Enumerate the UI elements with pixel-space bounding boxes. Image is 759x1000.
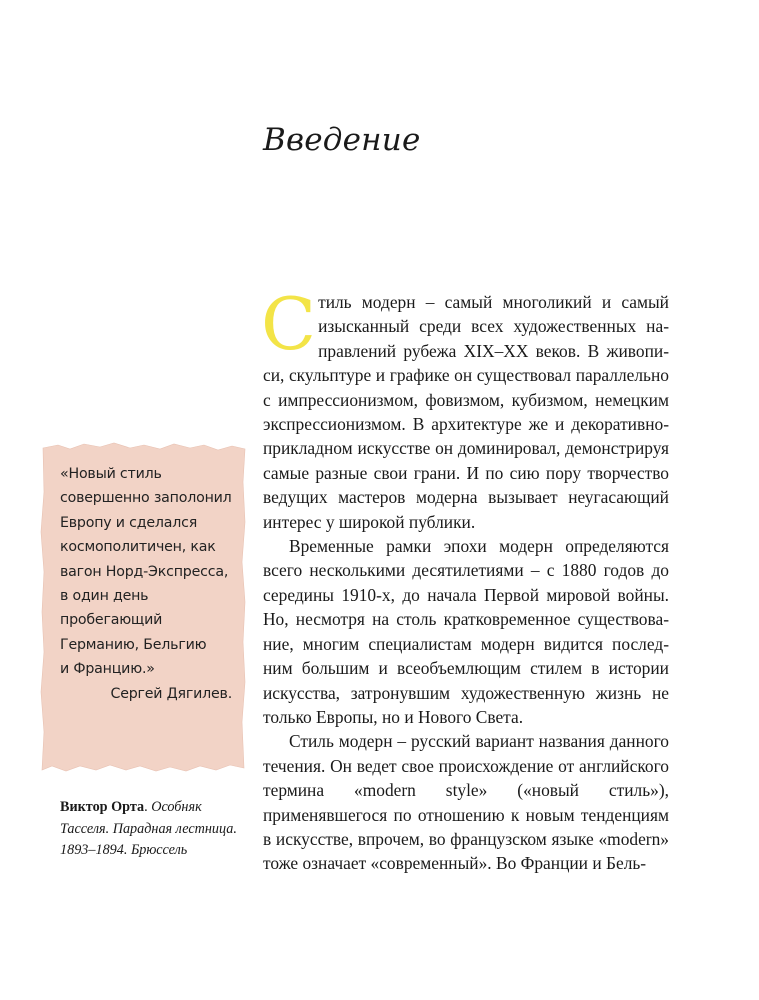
page-title: Введение — [263, 122, 421, 158]
paragraph-2: Временные рамки эпохи модерн определяются всего несколькими десятилетиями – с 1880 годов до середины 1910-х, до начала Первой мировой войны. Но, несмотря на столь кратковременное существование, многим специалистам модерн видится последним большим и всеобъемлющим стилем в истории искусства, затронувшим художественную жизнь не только Европы, но и Нового Света. — [263, 536, 669, 727]
paragraph-1-text: тиль модерн – самый многоликий и самый изысканный среди всех художественных направлений рубежа XIX–XX веков. В живописи, скульптуре и графике он существовал параллельно с импрессионизмом, фовизмом, кубизмом, немецким экспрессионизмом. В архитектуре же и декоративно-прикладном искусстве он доминировал, демонстрируя самые разные свои грани. И по сию пору творчество ведущих мастеров модерна вызывает неугасающий интерес у широкой публики. — [263, 292, 669, 532]
caption-work: Особняк Тасселя. Парадная лестница. 1893–1894. Брюссель — [60, 799, 237, 858]
quote-line: Германию, Бельгию — [60, 636, 207, 653]
quote-line: «Новый стиль — [60, 466, 162, 482]
paragraph-3: Стиль модерн – русский вариант названия данного течения. Он ведет свое происхождение от английского термина «modern style» («новый стиль»), применявшегося по отношению к новым тенденциям в искусстве, впрочем, во французском языке «modern» тоже означает «современный». Во Франции и Бель- — [263, 731, 669, 874]
quote-line: вагон Норд-Экспресса, — [60, 563, 229, 580]
quote-text — [60, 462, 246, 706]
image-caption: Виктор Орта. Особняк Тасселя. Парадная лестница. 1893–1894. Брюссель — [60, 799, 237, 858]
quote-line: и Францию.» — [60, 661, 155, 678]
paragraph-1 — [261, 282, 669, 534]
quote-line: в один день — [60, 588, 149, 605]
quote-line: космополитичен, как — [60, 539, 216, 556]
caption-author: Виктор Орта — [60, 799, 145, 815]
quote-author: Сергей Дягилев. — [110, 685, 232, 702]
quote-line: Европу и сделался — [60, 514, 198, 531]
main-text — [261, 282, 669, 876]
quote-line: совершенно заполонил — [60, 490, 232, 507]
quote-line: пробегающий — [60, 612, 163, 629]
dropcap-letter: С — [261, 282, 317, 366]
